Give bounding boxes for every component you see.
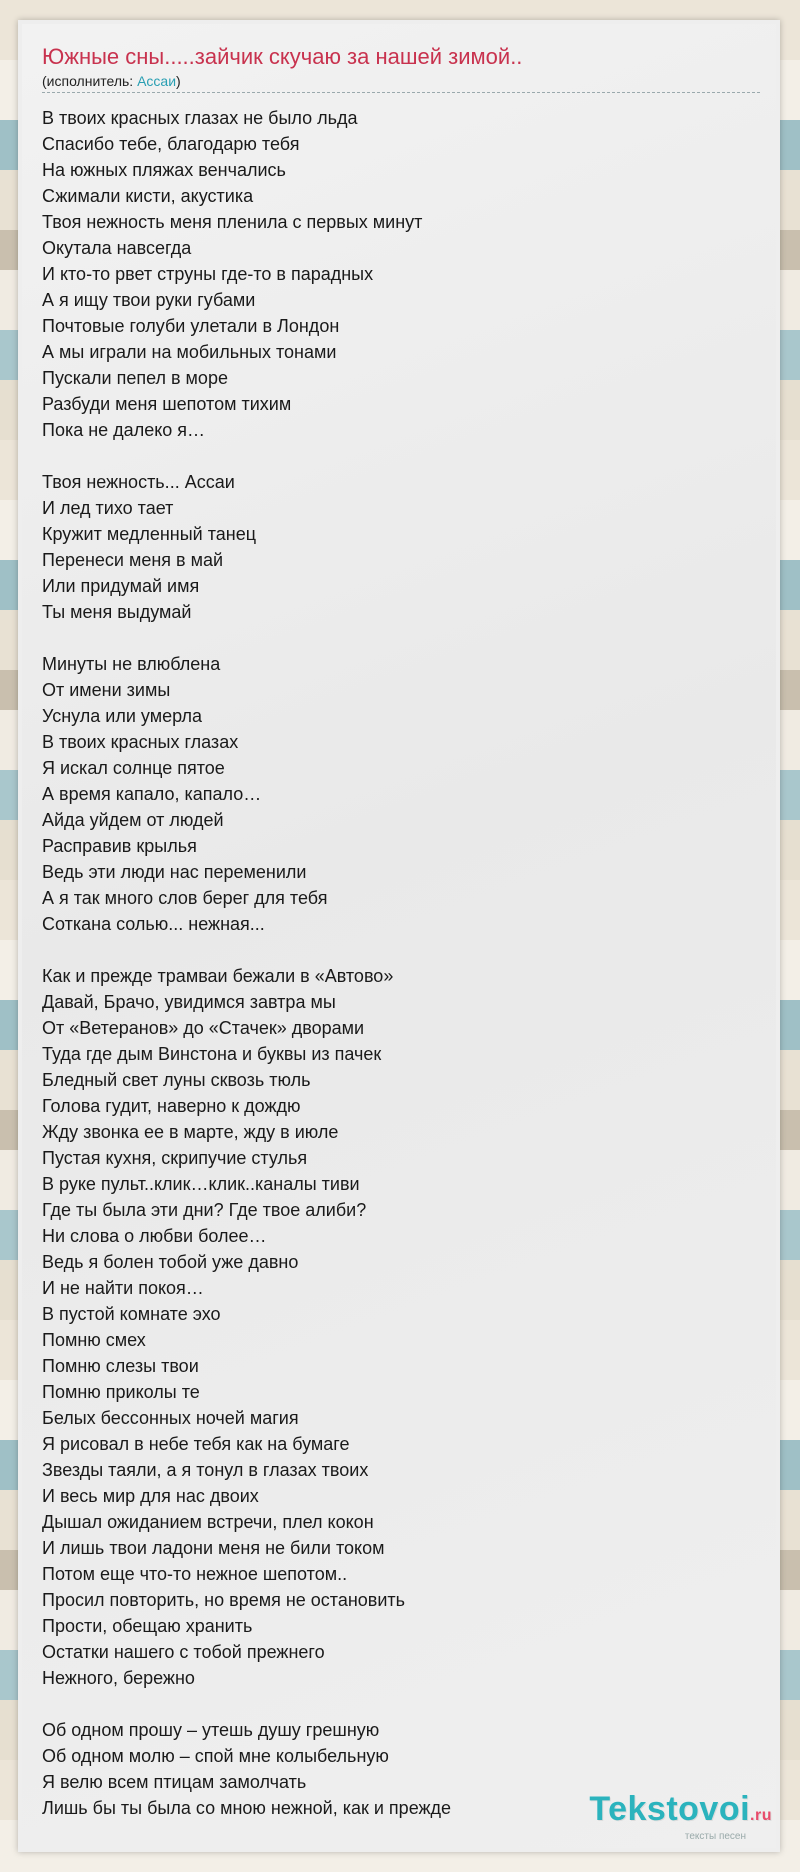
lyric-line: Бледный свет луны сквозь тюль — [42, 1070, 311, 1090]
lyric-line: Почтовые голуби улетали в Лондон — [42, 316, 340, 336]
song-title: Южные сны.....зайчик скучаю за нашей зимой.. — [42, 44, 523, 69]
lyric-line: Звезды таяли, а я тонул в глазах твоих — [42, 1460, 369, 1480]
performer-prefix: (исполнитель: — [42, 73, 138, 89]
lyric-line: Лишь бы ты была со мною нежной, как и прежде — [42, 1798, 452, 1818]
lyric-line: Потом еще что-то нежное шепотом.. — [42, 1564, 348, 1584]
lyric-line: Сжимали кисти, акустика — [42, 186, 254, 206]
lyric-line: Я искал солнце пятое — [42, 758, 225, 778]
lyric-line: На южных пляжах венчались — [42, 160, 286, 180]
lyric-line: Дышал ожиданием встречи, плел кокон — [42, 1512, 374, 1532]
lyric-line: А я так много слов берег для тебя — [42, 888, 328, 908]
lyrics-text — [42, 105, 762, 1821]
lyric-line: Нежного, бережно — [42, 1668, 195, 1688]
lyric-line: Где ты была эти дни? Где твое алиби? — [42, 1200, 367, 1220]
lyric-line: В пустой комнате эхо — [42, 1304, 221, 1324]
lyric-line: В твоих красных глазах не было льда — [42, 108, 358, 128]
lyric-line: Я рисовал в небе тебя как на бумаге — [42, 1434, 350, 1454]
lyric-line: Или придумай имя — [42, 576, 200, 596]
lyric-line: Окутала навсегда — [42, 238, 192, 258]
performer-line — [42, 73, 181, 89]
lyric-line: Как и прежде трамваи бежали в «Автово» — [42, 966, 394, 986]
lyric-line: И кто-то рвет струны где-то в парадных — [42, 264, 374, 284]
lyric-line: Спасибо тебе, благодарю тебя — [42, 134, 300, 154]
lyric-line: Твоя нежность меня пленила с первых минут — [42, 212, 423, 232]
lyric-line: Об одном прошу – утешь душу грешную — [42, 1720, 380, 1740]
performer-suffix: ) — [176, 73, 181, 89]
lyric-line: Уснула или умерла — [42, 706, 202, 726]
site-logo[interactable] — [589, 1792, 772, 1842]
lyric-line: А мы играли на мобильных тонами — [42, 342, 337, 362]
logo-wordmark — [589, 1792, 772, 1833]
lyric-line: Помню смех — [42, 1330, 146, 1350]
lyric-line: В руке пульт..клик…клик..каналы тиви — [42, 1174, 360, 1194]
lyric-line: От имени зимы — [42, 680, 171, 700]
lyric-line: Ты меня выдумай — [42, 602, 192, 622]
lyric-line: Минуты не влюблена — [42, 654, 221, 674]
lyric-line: Твоя нежность... Ассаи — [42, 472, 235, 492]
lyric-line: В твоих красных глазах — [42, 732, 239, 752]
lyric-line: Остатки нашего с тобой прежнего — [42, 1642, 325, 1662]
lyric-line: Пускали пепел в море — [42, 368, 228, 388]
lyric-line: Соткана солью... нежная... — [42, 914, 265, 934]
lyric-line: Жду звонка ее в марте, жду в июле — [42, 1122, 339, 1142]
lyric-line: И лед тихо тает — [42, 498, 174, 518]
title-divider — [42, 92, 760, 93]
lyric-line: Кружит медленный танец — [42, 524, 257, 544]
lyric-line: От «Ветеранов» до «Стачек» дворами — [42, 1018, 365, 1038]
lyric-line: А я ищу твои руки губами — [42, 290, 256, 310]
lyric-line: И не найти покоя… — [42, 1278, 204, 1298]
stanza-break — [42, 937, 762, 963]
lyric-line: Белых бессонных ночей магия — [42, 1408, 299, 1428]
lyric-line: Пустая кухня, скрипучие стулья — [42, 1148, 308, 1168]
lyric-line: Просил повторить, но время не остановить — [42, 1590, 406, 1610]
lyric-line: Я велю всем птицам замолчать — [42, 1772, 307, 1792]
lyric-line: Перенеси меня в май — [42, 550, 224, 570]
lyric-line: Расправив крылья — [42, 836, 197, 856]
stanza-break — [42, 1691, 762, 1717]
logo-domain: .ru — [750, 1807, 772, 1824]
lyric-line: Айда уйдем от людей — [42, 810, 224, 830]
lyric-line: Разбуди меня шепотом тихим — [42, 394, 292, 414]
lyric-line: Давай, Брачо, увидимся завтра мы — [42, 992, 336, 1012]
lyric-line: Помню приколы те — [42, 1382, 200, 1402]
lyric-line: А время капало, капало… — [42, 784, 262, 804]
lyric-line: Туда где дым Винстона и буквы из пачек — [42, 1044, 382, 1064]
lyric-line: Об одном молю – спой мне колыбельную — [42, 1746, 389, 1766]
logo-name: Tekstovoi — [589, 1790, 751, 1828]
logo-tagline: тексты песен — [684, 1831, 746, 1842]
lyric-line: Голова гудит, наверно к дождю — [42, 1096, 301, 1116]
lyric-line: Ни слова о любви более… — [42, 1226, 267, 1246]
lyric-line: Ведь я болен тобой уже давно — [42, 1252, 299, 1272]
lyric-line: И лишь твои ладони меня не били током — [42, 1538, 385, 1558]
lyric-line: Прости, обещаю хранить — [42, 1616, 253, 1636]
lyric-line: Пока не далеко я… — [42, 420, 206, 440]
performer-link[interactable]: Ассаи — [137, 73, 177, 89]
stanza-break — [42, 625, 762, 651]
stanza-break — [42, 443, 762, 469]
lyric-line: Ведь эти люди нас переменили — [42, 862, 307, 882]
lyric-line: И весь мир для нас двоих — [42, 1486, 259, 1506]
lyric-line: Помню слезы твои — [42, 1356, 199, 1376]
